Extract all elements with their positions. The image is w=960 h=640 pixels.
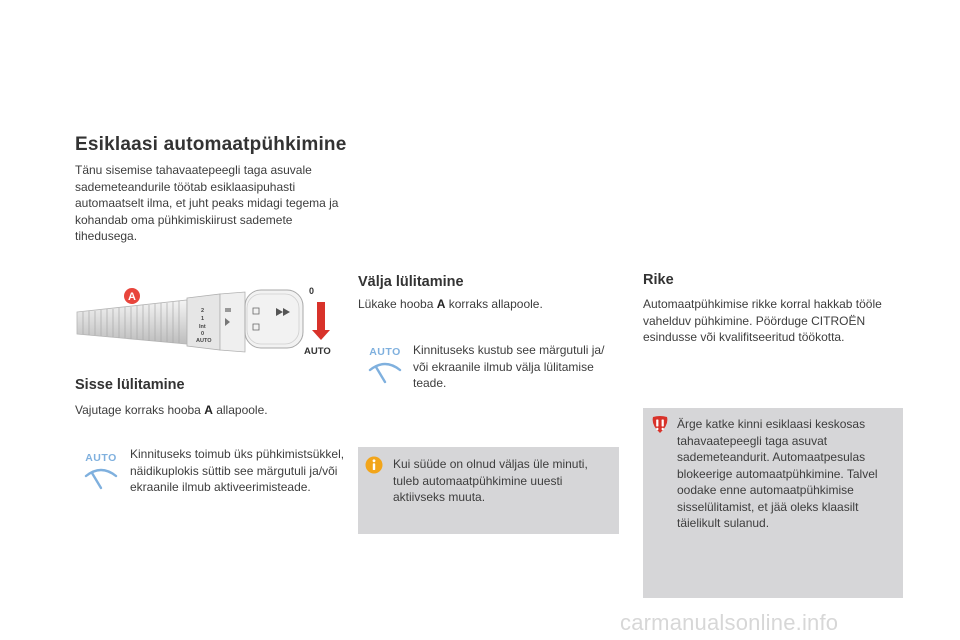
wiper-icon	[84, 466, 118, 492]
rike-text: Automaatpühkimise rikke korral hakkab tööle vahelduv pühkimine. Pöörduge CITROËN esindusse või kvalifitseeritud töökotta.	[643, 297, 882, 344]
stalk-mark-2: 2	[201, 308, 205, 314]
warning-text: Ärge katke kinni esiklaasi keskosas tahavaatepeegli taga asuvat sademeteandurit. Automaatpesulas blokeerige automaatpühkimine. Talvel oodake enne automaatpühkimise sisselülitamist, et jää oleks klaasilt täielikult sulanud.	[677, 417, 878, 530]
stalk-mark-0: 0	[201, 331, 205, 337]
valja-instruction: Lükake hooba A korraks allapoole.	[358, 297, 543, 311]
stalk-body	[77, 300, 187, 344]
marker-a-label: A	[128, 291, 136, 303]
intro-paragraph: Tänu sisemise tahavaatepeegli taga asuvale sademeteandurile töötab esiklaasipuhasti automaatselt ilma, et juht peaks midagi tegema ja kohandab oma pühkimiskiirust sademete tihedusega.	[75, 163, 339, 243]
valja-auto-indicator	[362, 346, 408, 386]
position-0-label: 0	[309, 286, 315, 296]
info-text: Kui süüde on olnud väljas üle minuti, tuleb automaatpühkimine uuesti aktiivseks muuta.	[393, 457, 588, 504]
watermark: carmanualsonline.info	[620, 610, 839, 635]
page-title: Esiklaasi automaatpühkimine	[75, 134, 347, 155]
position-auto-label: AUTO	[304, 346, 331, 357]
rike-heading: Rike	[643, 272, 674, 288]
valja-note: Kinnituseks kustub see märgutuli ja/ või ekraanile ilmub välja lülitamise teade.	[413, 343, 605, 390]
stalk-mark-auto: AUTO	[196, 338, 212, 344]
warning-icon	[650, 416, 670, 434]
stalk-button	[225, 308, 231, 312]
wiper-stalk-illustration	[75, 282, 335, 362]
sisse-instruction: Vajutage korraks hooba A allapoole.	[75, 403, 268, 417]
info-icon	[365, 456, 383, 474]
auto-label: AUTO	[369, 346, 401, 358]
sisse-heading: Sisse lülitamine	[75, 377, 185, 393]
auto-label: AUTO	[85, 452, 117, 464]
wiper-icon	[368, 360, 402, 386]
sisse-auto-indicator	[78, 452, 124, 492]
stalk-mark-int: Int	[199, 324, 206, 330]
stalk-mark-1: 1	[201, 316, 205, 322]
down-arrow	[312, 302, 330, 340]
sisse-note: Kinnituseks toimub üks pühkimistsükkel, näidikuplokis süttib see märgutuli ja/või ekraanile ilmub aktiveerimisteade.	[130, 447, 345, 494]
valja-heading: Välja lülitamine	[358, 274, 464, 290]
